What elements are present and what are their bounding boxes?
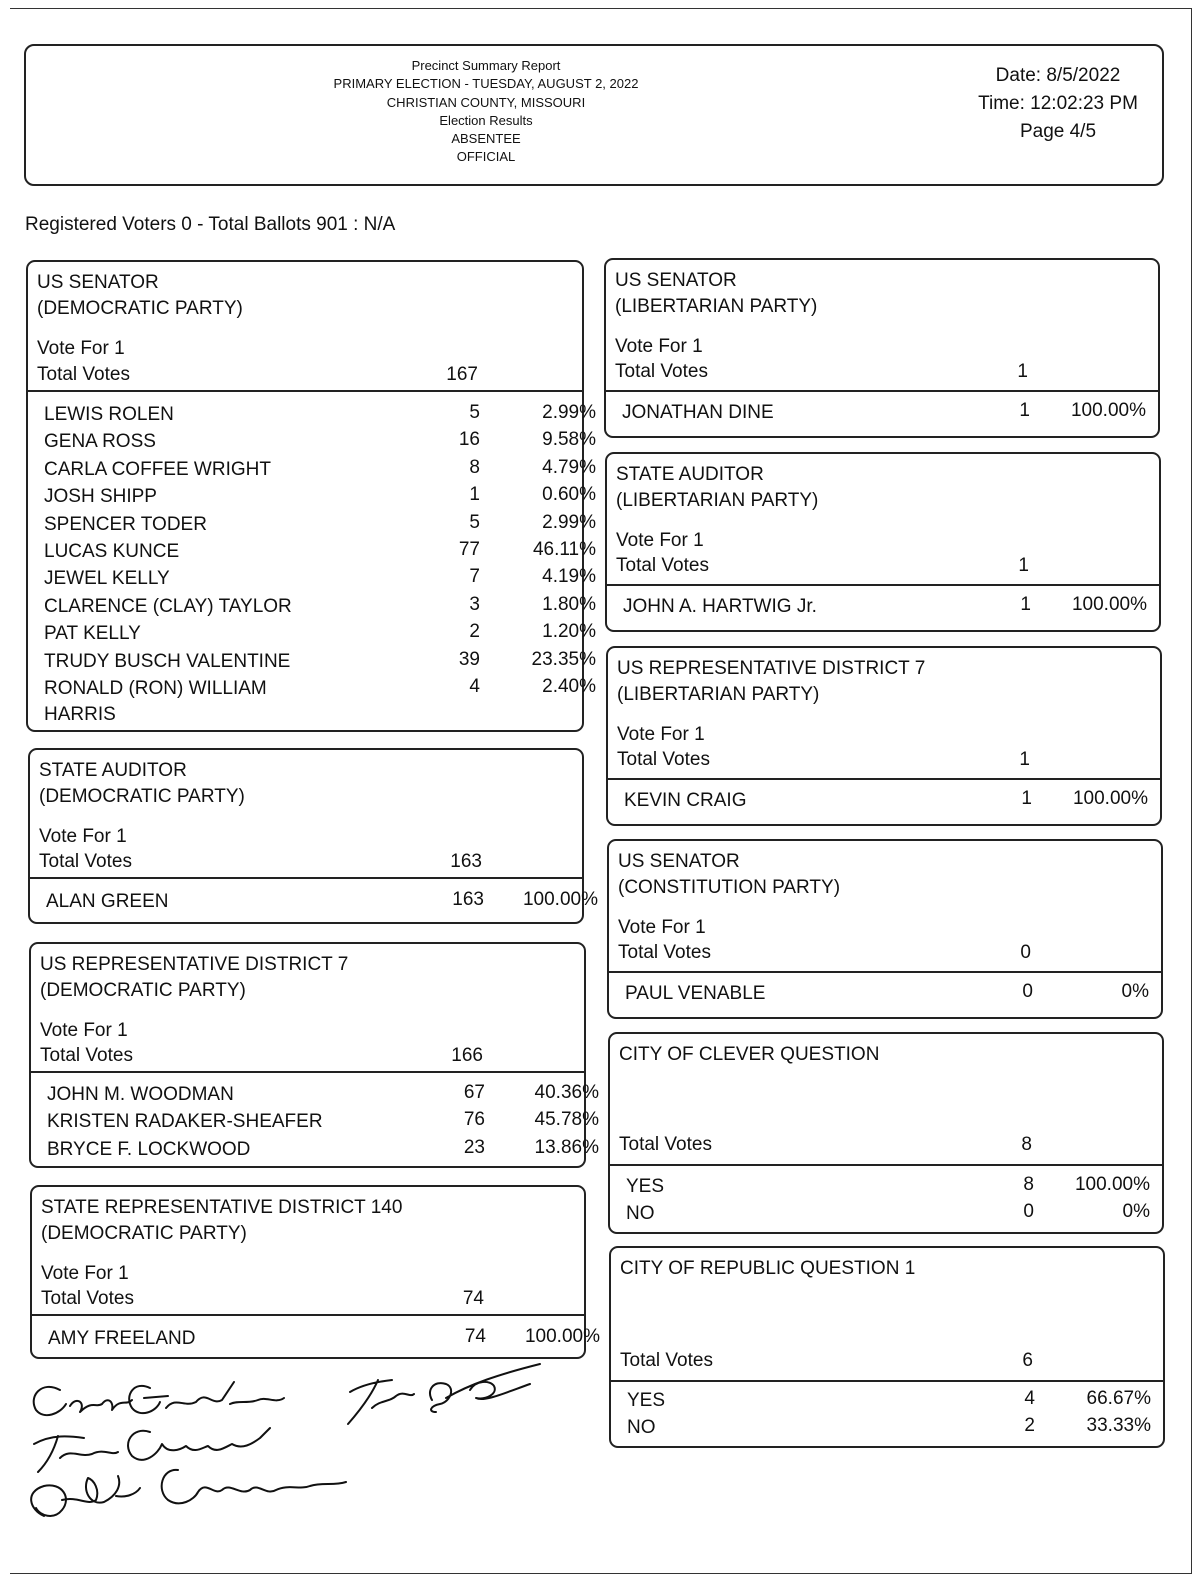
contest-office: STATE AUDITOR (616, 464, 764, 485)
contest-state-auditor-libertarian (605, 452, 1161, 632)
candidate-row (28, 566, 596, 593)
county-name: CHRISTIAN COUNTY, MISSOURI (386, 94, 586, 110)
contest-title (617, 656, 925, 708)
contest-state-rep-district-140-democratic (30, 1185, 600, 1359)
report-header-center (256, 57, 716, 167)
candidate-percent: 9.58% (542, 429, 596, 451)
total-votes-label: Total Votes (40, 1045, 133, 1066)
candidate-name-line: GENA ROSS (44, 431, 156, 453)
candidate-list (609, 981, 1161, 1008)
candidate-name-line: BRYCE F. LOCKWOOD (47, 1138, 251, 1160)
vote-for: Vote For 1 (40, 1020, 128, 1041)
candidate-name-line: YES (626, 1176, 665, 1197)
candidate-percent: 100.00% (1074, 1174, 1150, 1195)
candidate-votes: 2 (469, 621, 480, 643)
contest-office: STATE REPRESENTATIVE DISTRICT 140 (41, 1197, 403, 1218)
candidate-percent: 100.00% (522, 889, 598, 910)
candidate-votes: 1 (1019, 400, 1030, 421)
candidate-votes: 8 (469, 456, 480, 478)
candidate-name-line: PAT KELLY (44, 623, 141, 645)
candidate-percent: 1.20% (542, 621, 596, 643)
candidate-votes: 5 (469, 402, 480, 423)
candidate-percent: 2.40% (542, 675, 596, 697)
contest-city-of-clever-question (608, 1032, 1164, 1234)
candidate-percent: 100.00% (1072, 788, 1148, 809)
candidate-row (611, 1415, 1163, 1442)
total-votes-label: Total Votes (617, 749, 710, 770)
total-votes-label: Total Votes (620, 1350, 713, 1371)
candidate-name-line: AMY FREELAND (48, 1328, 196, 1349)
contest-party: (DEMOCRATIC PARTY) (39, 786, 245, 807)
candidate-name (627, 1388, 665, 1414)
candidate-percent: 1.80% (542, 593, 596, 615)
candidate-name-line: NO (627, 1417, 656, 1439)
candidate-votes: 4 (469, 675, 480, 697)
signatures (0, 1350, 600, 1550)
candidate-percent: 0% (1122, 1201, 1150, 1223)
contest-state-auditor-democratic (28, 748, 598, 924)
total-votes-value: 163 (450, 851, 482, 872)
candidate-name-line: CLARENCE (CLAY) TAYLOR (44, 595, 292, 617)
candidate-row (28, 402, 596, 429)
candidate-name (44, 649, 290, 675)
candidate-percent: 4.19% (542, 566, 596, 588)
candidate-votes: 4 (1024, 1388, 1035, 1409)
candidate-name-line: JOHN A. HARTWIG Jr. (623, 596, 817, 617)
contest-party: (DEMOCRATIC PARTY) (40, 980, 246, 1001)
candidate-name (44, 484, 157, 510)
candidate-row (30, 889, 598, 916)
candidate-votes: 16 (458, 429, 480, 451)
candidate-votes: 1 (1020, 594, 1031, 615)
signature-2 (34, 1428, 270, 1472)
contest-us-senator-democratic (26, 260, 596, 732)
signature-4 (348, 1364, 540, 1424)
contest-us-senator-libertarian (604, 258, 1160, 438)
candidate-row (607, 594, 1159, 621)
candidate-votes: 5 (469, 511, 480, 533)
candidate-name (47, 1109, 323, 1135)
page-edge-top (10, 8, 1192, 9)
candidate-row (608, 788, 1160, 815)
candidate-name-line: LEWIS ROLEN (44, 404, 174, 425)
total-votes-label: Total Votes (37, 364, 130, 385)
contest-divider (30, 877, 582, 879)
candidate-name-line: JOHN M. WOODMAN (47, 1084, 234, 1105)
candidate-row (606, 400, 1158, 427)
total-votes-value: 74 (462, 1288, 484, 1309)
page-edge-bottom (10, 1573, 1192, 1574)
vote-for: Vote For 1 (41, 1263, 129, 1284)
candidate-row (28, 675, 596, 732)
candidate-percent: 100.00% (1070, 400, 1146, 421)
report-date: Date: 8/5/2022 (995, 65, 1121, 86)
candidate-name (47, 1082, 234, 1108)
contest-title (40, 952, 348, 1004)
candidate-votes: 74 (464, 1326, 486, 1347)
contest-divider (609, 971, 1161, 973)
total-votes-label: Total Votes (619, 1134, 712, 1155)
contest-title (615, 268, 817, 320)
candidate-name-line: JEWEL KELLY (44, 568, 170, 590)
candidate-name-line: HARRIS (44, 703, 116, 725)
contest-divider (31, 1071, 584, 1073)
candidate-percent: 100.00% (1071, 594, 1147, 615)
candidate-percent: 23.35% (531, 648, 596, 670)
contest-title (618, 849, 840, 901)
candidate-name (44, 402, 174, 428)
candidate-votes: 0 (1023, 1201, 1034, 1223)
candidate-name (625, 981, 765, 1007)
candidate-list (31, 1082, 599, 1164)
candidate-name (623, 594, 817, 620)
candidate-list (607, 594, 1159, 621)
contest-office: US REPRESENTATIVE DISTRICT 7 (40, 954, 349, 975)
contest-party: (LIBERTARIAN PARTY) (615, 296, 818, 317)
candidate-percent: 33.33% (1086, 1415, 1151, 1437)
contest-title (619, 1042, 879, 1068)
candidate-name-line: TRUDY BUSCH VALENTINE (44, 650, 291, 672)
contest-office: US REPRESENTATIVE DISTRICT 7 (617, 658, 926, 679)
contest-party: (LIBERTARIAN PARTY) (616, 490, 819, 511)
contest-divider (28, 390, 582, 392)
candidate-name-line: KEVIN CRAIG (624, 790, 747, 811)
candidate-row (28, 456, 596, 484)
contest-divider (608, 778, 1160, 780)
report-meta (968, 62, 1148, 146)
candidate-row (609, 981, 1161, 1008)
total-votes-label: Total Votes (39, 851, 132, 872)
contest-us-rep-district-7-democratic (29, 942, 599, 1168)
candidate-name (44, 512, 207, 538)
contest-office: US SENATOR (37, 272, 159, 293)
report-time: Time: 12:02:23 PM (978, 93, 1138, 114)
signature-1 (34, 1382, 284, 1415)
candidate-votes: 1 (469, 484, 480, 506)
candidate-votes: 76 (463, 1109, 485, 1131)
candidate-percent: 0.60% (542, 484, 596, 506)
candidate-votes: 7 (469, 566, 480, 588)
candidate-row (611, 1388, 1163, 1415)
candidate-percent: 4.79% (542, 456, 596, 478)
contest-office: US SENATOR (615, 270, 737, 291)
contest-title (616, 462, 818, 514)
candidate-name (44, 539, 179, 565)
candidate-list (30, 889, 598, 916)
total-votes-value: 166 (451, 1045, 483, 1066)
contest-title (39, 758, 245, 810)
contest-party: (DEMOCRATIC PARTY) (37, 298, 243, 319)
contest-title (41, 1195, 402, 1247)
contest-title (620, 1256, 915, 1282)
candidate-name-line: JONATHAN DINE (622, 402, 774, 423)
candidate-name-line: YES (627, 1390, 666, 1411)
candidate-votes: 3 (469, 593, 480, 615)
candidate-name-line: LUCAS KUNCE (44, 540, 180, 562)
total-votes-value: 1 (1019, 749, 1030, 770)
candidate-percent: 100.00% (524, 1326, 600, 1347)
results-label: Election Results (439, 112, 533, 128)
total-votes-label: Total Votes (41, 1288, 134, 1309)
candidate-votes: 77 (458, 538, 480, 560)
official-status: OFFICIAL (456, 149, 516, 165)
candidate-list (606, 400, 1158, 427)
candidate-row (28, 484, 596, 511)
candidate-name (47, 1137, 250, 1163)
candidate-percent: 13.86% (534, 1136, 599, 1158)
candidate-row (31, 1136, 599, 1164)
election-name: PRIMARY ELECTION - TUESDAY, AUGUST 2, 2022 (333, 76, 639, 92)
report-title: Precinct Summary Report (411, 58, 561, 73)
candidate-name-line: JOSH SHIPP (44, 486, 157, 508)
candidate-list (611, 1388, 1163, 1443)
signature-3 (31, 1470, 346, 1516)
candidate-percent: 40.36% (534, 1082, 599, 1103)
candidate-row (28, 538, 596, 566)
candidate-name-line: ALAN GREEN (46, 891, 169, 912)
total-votes-value: 1 (1017, 361, 1028, 382)
candidate-percent: 46.11% (532, 538, 596, 560)
candidate-votes: 2 (1024, 1415, 1035, 1437)
total-votes-value: 1 (1018, 555, 1029, 576)
candidate-votes: 23 (463, 1136, 485, 1158)
candidate-row (28, 648, 596, 676)
candidate-name (44, 676, 267, 728)
candidate-name (46, 889, 168, 915)
contest-office: CITY OF REPUBLIC QUESTION 1 (620, 1258, 916, 1279)
vote-for: Vote For 1 (616, 530, 704, 551)
candidate-row (28, 621, 596, 648)
total-votes-label: Total Votes (616, 555, 709, 576)
candidate-name-line: NO (626, 1203, 655, 1225)
total-votes-label: Total Votes (618, 942, 711, 963)
contest-us-senator-constitution (607, 839, 1163, 1019)
contest-divider (32, 1314, 584, 1316)
candidate-votes: 163 (452, 889, 484, 910)
contest-divider (611, 1380, 1163, 1382)
vote-for: Vote For 1 (618, 917, 706, 938)
total-votes-value: 0 (1020, 942, 1031, 963)
candidate-percent: 0% (1121, 981, 1149, 1002)
candidate-name (626, 1174, 664, 1200)
page-number: Page 4/5 (1019, 121, 1097, 142)
registered-voters-summary: Registered Voters 0 - Total Ballots 901 : N/A (25, 214, 396, 235)
candidate-percent: 2.99% (542, 511, 596, 533)
total-votes-label: Total Votes (615, 361, 708, 382)
total-votes-value: 6 (1022, 1350, 1033, 1371)
candidate-name (44, 621, 141, 647)
candidate-name (624, 788, 746, 814)
vote-for: Vote For 1 (37, 338, 125, 359)
candidate-list (608, 788, 1160, 815)
contest-party: (DEMOCRATIC PARTY) (41, 1223, 247, 1244)
candidate-name-line: RONALD (RON) WILLIAM (44, 677, 267, 699)
candidate-name-line: CARLA COFFEE WRIGHT (44, 458, 271, 480)
candidate-row (610, 1201, 1162, 1228)
candidate-name-line: PAUL VENABLE (625, 983, 766, 1004)
candidate-name (44, 566, 170, 592)
candidate-row (31, 1082, 599, 1109)
candidate-row (28, 511, 596, 539)
contest-party: (CONSTITUTION PARTY) (618, 877, 841, 898)
contest-office: US SENATOR (618, 851, 740, 872)
candidate-votes: 8 (1023, 1174, 1034, 1195)
total-votes-value: 167 (446, 364, 478, 385)
vote-for: Vote For 1 (615, 336, 703, 357)
contest-divider (606, 390, 1158, 392)
candidate-row (28, 593, 596, 621)
candidate-percent: 45.78% (534, 1109, 599, 1131)
total-votes-value: 8 (1021, 1134, 1032, 1155)
candidate-votes: 67 (463, 1082, 485, 1103)
candidate-list (610, 1174, 1162, 1229)
candidate-percent: 66.67% (1086, 1388, 1151, 1409)
vote-for: Vote For 1 (617, 724, 705, 745)
candidate-percent: 2.99% (542, 402, 596, 423)
candidate-name-line: KRISTEN RADAKER-SHEAFER (47, 1111, 323, 1133)
candidate-name (44, 457, 271, 483)
candidate-votes: 1 (1021, 788, 1032, 809)
candidate-name (44, 594, 292, 620)
candidate-row (610, 1174, 1162, 1201)
contest-office: STATE AUDITOR (39, 760, 187, 781)
candidate-name (48, 1326, 195, 1352)
report-header (24, 44, 1164, 186)
candidate-name (626, 1201, 655, 1227)
page-edge-right (1191, 8, 1192, 1574)
contest-title (37, 270, 243, 322)
ballot-type: ABSENTEE (451, 131, 521, 147)
contest-office: CITY OF CLEVER QUESTION (619, 1044, 880, 1065)
candidate-list (28, 402, 596, 732)
candidate-name (44, 429, 156, 455)
candidate-name (622, 400, 774, 426)
candidate-name-line: SPENCER TODER (44, 513, 207, 535)
candidate-votes: 39 (458, 648, 480, 670)
contest-us-rep-district-7-libertarian (606, 646, 1162, 826)
candidate-votes: 0 (1022, 981, 1033, 1002)
candidate-name (627, 1415, 656, 1441)
contest-city-of-republic-question-1 (609, 1246, 1165, 1448)
candidate-row (28, 429, 596, 456)
candidate-row (31, 1109, 599, 1136)
contest-divider (607, 584, 1159, 586)
contest-party: (LIBERTARIAN PARTY) (617, 684, 820, 705)
vote-for: Vote For 1 (39, 826, 127, 847)
contest-divider (610, 1164, 1162, 1166)
